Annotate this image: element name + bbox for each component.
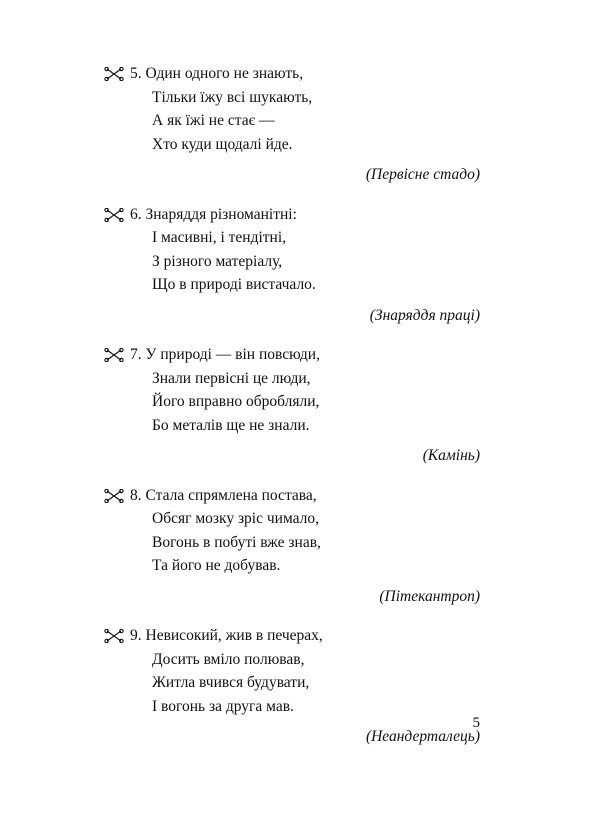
- riddle-item: [104, 624, 480, 749]
- riddle-body: [104, 203, 480, 297]
- riddle-line-text: Стала спрямлена постава,: [145, 486, 317, 504]
- riddle-answer: (Знаряддя праці): [369, 306, 480, 324]
- riddle-number: 7.: [130, 346, 142, 363]
- riddle-item: [104, 62, 480, 187]
- riddle-line: Та його не добував.: [152, 557, 281, 574]
- scissors-icon: [104, 62, 130, 81]
- riddle-line-text: Один одного не знають,: [145, 65, 304, 82]
- riddle-body: [104, 343, 480, 437]
- page-number: 5: [472, 715, 480, 731]
- riddle-number: 5.: [130, 65, 142, 82]
- riddle-answer: (Первісне стадо): [365, 166, 480, 183]
- riddle-line: Тільки їжу всі шукають,: [152, 88, 313, 106]
- riddle-answer: (Камінь): [422, 447, 480, 464]
- riddle-item: [104, 343, 480, 468]
- riddle-body: [104, 484, 480, 578]
- riddle-line: З різного матеріалу,: [152, 252, 283, 270]
- riddle-item: [104, 203, 480, 328]
- riddle-line: Вогонь в побуті вже знав,: [152, 533, 321, 551]
- riddle-line: Житла вчився будувати,: [152, 674, 310, 691]
- riddle-line: Знали первісні це люди,: [152, 369, 311, 387]
- riddle-lines: [130, 62, 480, 156]
- riddle-line: Що в природі вистачало.: [152, 276, 316, 293]
- scissors-icon: [104, 343, 130, 362]
- riddle-line: [130, 62, 480, 86]
- riddle-line: Бо металів ще не знали.: [152, 416, 310, 434]
- riddle-line: [130, 343, 480, 367]
- riddle-line: Хто куди щодалі йде.: [152, 135, 293, 153]
- riddle-line: [130, 203, 480, 227]
- riddle-line: [130, 624, 480, 648]
- riddle-line: Його вправно обробляли,: [152, 393, 320, 410]
- scissors-icon: [104, 624, 130, 643]
- scissors-icon: [104, 203, 130, 222]
- riddle-item: [104, 484, 480, 609]
- riddle-lines: [130, 343, 480, 437]
- scissors-icon: [104, 484, 130, 503]
- riddle-lines: [130, 624, 480, 718]
- riddle-lines: [130, 484, 480, 578]
- riddle-line: І вогонь за друга мав.: [152, 697, 294, 715]
- riddle-line-text: Невисокий, жив в печерах,: [145, 627, 323, 644]
- riddle-answer: (Пітекантроп): [379, 587, 480, 605]
- riddle-number: 8.: [130, 486, 142, 504]
- riddle-line: А як їжі не стає —: [152, 112, 275, 129]
- riddle-line-text: У природі — він повсюди,: [145, 346, 320, 363]
- riddle-lines: [130, 203, 480, 297]
- riddle-line: І масивні, і тендітні,: [152, 229, 287, 246]
- riddle-line: [130, 484, 480, 508]
- riddle-answer: (Неандерталець): [365, 728, 480, 745]
- riddle-number: 6.: [130, 205, 142, 223]
- riddle-line: Обсяг мозку зріс чимало,: [152, 510, 320, 527]
- riddle-line: Досить вміло полював,: [152, 650, 305, 668]
- riddle-number: 9.: [130, 627, 142, 644]
- riddle-body: [104, 62, 480, 156]
- riddle-line-text: Знаряддя різноманітні:: [145, 205, 297, 223]
- riddle-body: [104, 624, 480, 718]
